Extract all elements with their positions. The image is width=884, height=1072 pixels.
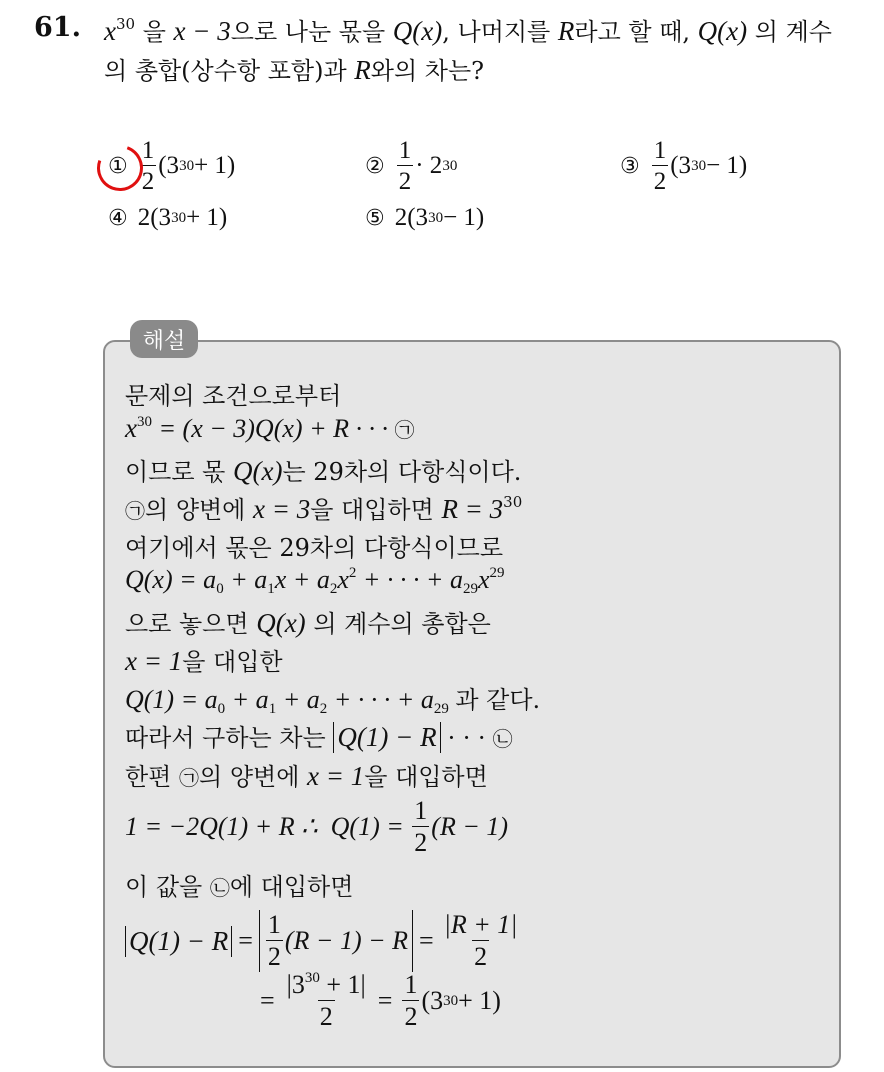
solution-line-13: 이 값을 ㉡에 대입하면: [125, 873, 354, 901]
choice-number: ③: [620, 153, 640, 179]
fraction: $\frac{|R + 1|}{2}$: [443, 910, 518, 971]
solution-line-3: 이므로 몫 Q(x)는 29차의 다항식이다.: [125, 456, 522, 486]
choice-3[interactable]: ③ $\frac{1}{2}$ (3 30 − 1): [620, 137, 748, 195]
fraction: $\frac{1}{2}$: [414, 796, 428, 857]
fraction: $\frac{|3^{30} + 1|}{2}$: [286, 970, 366, 1031]
absolute-value: Q(1) − R: [333, 722, 440, 753]
solution-line-1: 문제의 조건으로부터: [125, 382, 342, 410]
circle-giyeok-mark: ㉠: [394, 418, 415, 442]
solution-line-14: Q(1) − R = $\frac{1}{2}$ (R − 1) − R = $\frac{|R + 1|}{2}$: [125, 910, 521, 972]
solution-line-8: x = 1을 대입한: [125, 646, 283, 676]
question-text: [104, 12, 874, 90]
choice-number: ②: [365, 153, 385, 179]
circle-nieun-mark: ㉡: [492, 727, 513, 751]
choice-5[interactable]: ⑤ 2(3 30 − 1): [365, 204, 485, 231]
solution-line-7: 으로 놓으면 Q(x) 의 계수의 총합은: [125, 608, 491, 638]
fraction: $\frac{1}{2}$: [653, 137, 667, 195]
solution-line-15: = $\frac{|3^{30} + 1|}{2}$ = $\frac{1}{2}$ (3 30 + 1): [260, 970, 501, 1031]
question-number: 61.: [34, 12, 81, 43]
solution-line-4: ㉠의 양변에 x = 3을 대입하면 $R = 3^{30}$: [125, 493, 523, 524]
absolute-value: $\frac{1}{2}$ (R − 1) − R: [259, 910, 413, 972]
choice-number: ④: [108, 205, 128, 231]
choice-4[interactable]: ④ 2(3 30 + 1): [108, 204, 228, 231]
question-line-1: $x^{30}$ 을 x − 3으로 나눈 몫을 Q(x), 나머지를 R라고 할 때, Q(x) 의 계수: [104, 15, 832, 46]
fraction: $\frac{1}{2}$: [404, 970, 418, 1031]
choice-number: ①: [108, 154, 128, 179]
solution-line-2: $x^{30} = (x - 3)Q(x) + R$ · · · ㉠: [125, 413, 415, 443]
choice-1[interactable]: ① $\frac{1}{2}$ (3 30 + 1): [108, 138, 235, 194]
choice-number: ⑤: [365, 205, 385, 231]
solution-line-6: $Q(x) = a_0 + a_1x + a_2x^2$ + · · · + $a_{29}x^{29}$: [125, 565, 505, 597]
fraction: $\frac{1}{2}$: [141, 137, 155, 195]
fraction: $\frac{1}{2}$: [398, 137, 412, 195]
solution-badge: 해설: [130, 320, 198, 358]
solution-line-9: $Q(1) = a_0 + a_1 + a_2$ + · · · + $a_{29}$ 과 같다.: [125, 685, 541, 717]
question-line-2: 의 총합(상수항 포함)과 R와의 차는?: [104, 55, 485, 85]
circle-giyeok-mark: ㉠: [125, 499, 145, 523]
solution-line-5: 여기에서 몫은 29차의 다항식이므로: [125, 534, 504, 562]
solution-line-10: 따라서 구하는 차는 Q(1) − R · · · ㉡: [125, 722, 513, 752]
solution-line-12: 1 = −2Q(1) + R ∴ Q(1) = $\frac{1}{2}$ (R − 1): [125, 796, 509, 857]
solution-line-11: 한편 ㉠의 양변에 x = 1을 대입하면: [125, 761, 488, 791]
circle-nieun-mark: ㉡: [209, 876, 230, 900]
choice-2[interactable]: ② $\frac{1}{2}$ · 2 30: [365, 137, 458, 195]
circle-giyeok-mark: ㉠: [179, 766, 200, 790]
